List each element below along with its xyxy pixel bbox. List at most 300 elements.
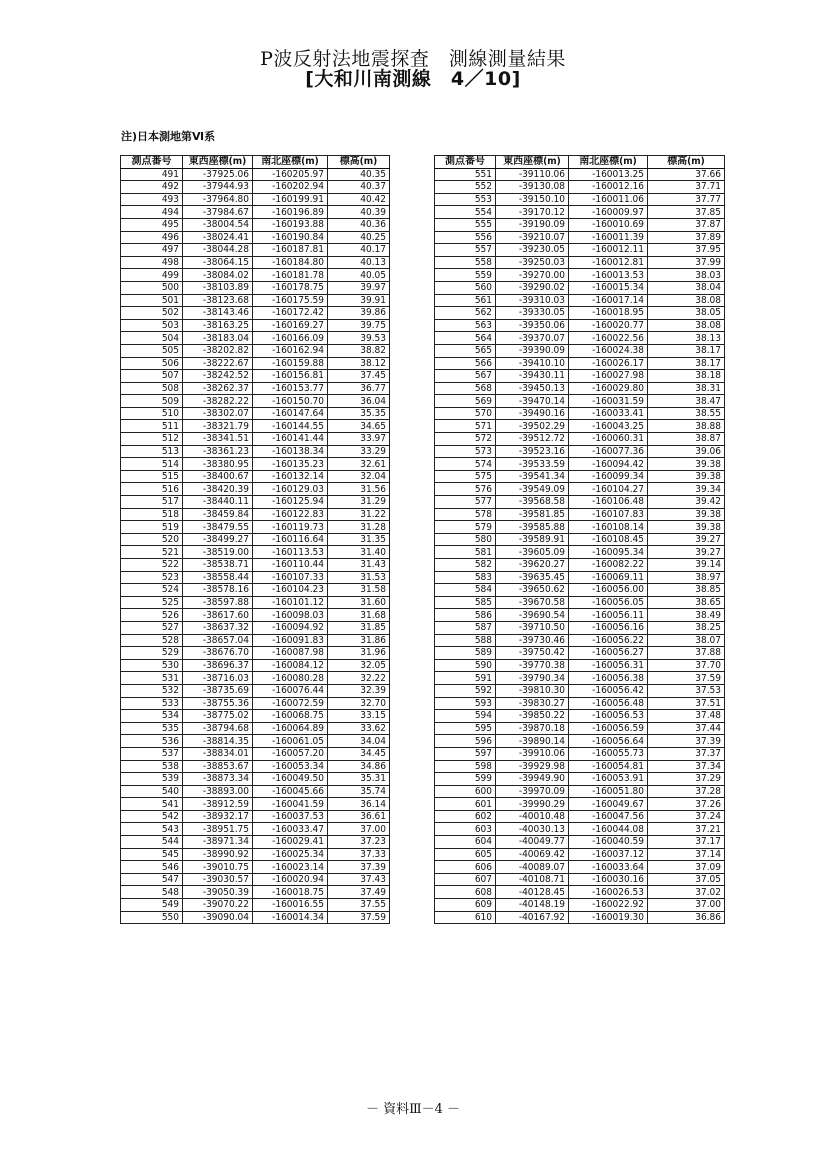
elevation-cell: 39.38	[648, 521, 725, 534]
table-row	[121, 206, 390, 219]
station-cell: 508	[121, 382, 183, 395]
station-cell: 557	[435, 244, 496, 257]
elevation-cell: 33.62	[328, 722, 390, 735]
easting-cell: -40148.19	[496, 899, 569, 912]
table-row	[435, 470, 725, 483]
northing-cell: -160056.48	[569, 697, 648, 710]
northing-cell: -160045.66	[253, 785, 328, 798]
table-row	[121, 357, 390, 370]
station-cell: 568	[435, 382, 496, 395]
column-header-station: 測点番号	[121, 156, 183, 169]
northing-cell: -160055.73	[569, 747, 648, 760]
table-row	[435, 873, 725, 886]
elevation-cell: 38.55	[648, 407, 725, 420]
northing-cell: -160019.30	[569, 911, 648, 924]
table-row	[435, 621, 725, 634]
elevation-cell: 37.49	[328, 886, 390, 899]
easting-cell: -38834.01	[183, 747, 253, 760]
table-row	[435, 609, 725, 622]
northing-cell: -160080.28	[253, 672, 328, 685]
station-cell: 513	[121, 445, 183, 458]
easting-cell: -37944.93	[183, 181, 253, 194]
easting-cell: -38990.92	[183, 848, 253, 861]
northing-cell: -160041.59	[253, 798, 328, 811]
station-cell: 594	[435, 710, 496, 723]
northing-cell: -160056.38	[569, 672, 648, 685]
northing-cell: -160094.42	[569, 458, 648, 471]
station-cell: 535	[121, 722, 183, 735]
easting-cell: -39130.08	[496, 181, 569, 194]
northing-cell: -160033.47	[253, 823, 328, 836]
elevation-cell: 37.89	[648, 231, 725, 244]
northing-cell: -160172.42	[253, 307, 328, 320]
table-header-row	[121, 156, 390, 169]
elevation-cell: 38.08	[648, 294, 725, 307]
station-cell: 585	[435, 596, 496, 609]
table-row	[121, 810, 390, 823]
station-cell: 610	[435, 911, 496, 924]
station-cell: 491	[121, 168, 183, 181]
table-row	[435, 559, 725, 572]
table-row	[121, 722, 390, 735]
northing-cell: -160056.53	[569, 710, 648, 723]
easting-cell: -37984.67	[183, 206, 253, 219]
easting-cell: -39250.03	[496, 256, 569, 269]
easting-cell: -38143.46	[183, 307, 253, 320]
northing-cell: -160119.73	[253, 521, 328, 534]
table-row	[121, 470, 390, 483]
station-cell: 540	[121, 785, 183, 798]
elevation-cell: 38.87	[648, 433, 725, 446]
easting-cell: -40128.45	[496, 886, 569, 899]
table-row	[121, 533, 390, 546]
northing-cell: -160122.83	[253, 508, 328, 521]
easting-cell: -39490.16	[496, 407, 569, 420]
table-row	[435, 508, 725, 521]
northing-cell: -160101.12	[253, 596, 328, 609]
elevation-cell: 37.87	[648, 218, 725, 231]
easting-cell: -38302.07	[183, 407, 253, 420]
elevation-cell: 32.61	[328, 458, 390, 471]
northing-cell: -160015.34	[569, 281, 648, 294]
northing-cell: -160024.38	[569, 344, 648, 357]
northing-cell: -160153.77	[253, 382, 328, 395]
elevation-cell: 38.47	[648, 395, 725, 408]
station-cell: 549	[121, 899, 183, 912]
table-row	[435, 521, 725, 534]
easting-cell: -40089.07	[496, 861, 569, 874]
northing-cell: -160023.14	[253, 861, 328, 874]
northing-cell: -160150.70	[253, 395, 328, 408]
table-row	[121, 407, 390, 420]
station-cell: 590	[435, 659, 496, 672]
northing-cell: -160068.75	[253, 710, 328, 723]
station-cell: 606	[435, 861, 496, 874]
table-row	[121, 496, 390, 509]
station-cell: 516	[121, 483, 183, 496]
easting-cell: -38519.00	[183, 546, 253, 559]
northing-cell: -160037.53	[253, 810, 328, 823]
station-cell: 593	[435, 697, 496, 710]
northing-cell: -160051.80	[569, 785, 648, 798]
station-cell: 522	[121, 559, 183, 572]
easting-cell: -39710.50	[496, 621, 569, 634]
table-row	[121, 458, 390, 471]
table-row	[435, 571, 725, 584]
easting-cell: -39990.29	[496, 798, 569, 811]
northing-cell: -160009.97	[569, 206, 648, 219]
northing-cell: -160084.12	[253, 659, 328, 672]
column-header-northing: 南北座標(m)	[569, 156, 648, 169]
elevation-cell: 37.70	[648, 659, 725, 672]
northing-cell: -160013.53	[569, 269, 648, 282]
station-cell: 524	[121, 584, 183, 597]
station-cell: 543	[121, 823, 183, 836]
table-row	[121, 873, 390, 886]
elevation-cell: 37.95	[648, 244, 725, 257]
elevation-cell: 37.88	[648, 647, 725, 660]
easting-cell: -40069.42	[496, 848, 569, 861]
easting-cell: -38735.69	[183, 684, 253, 697]
elevation-cell: 36.04	[328, 395, 390, 408]
table-row	[435, 697, 725, 710]
easting-cell: -39523.16	[496, 445, 569, 458]
station-cell: 570	[435, 407, 496, 420]
table-row	[121, 395, 390, 408]
elevation-cell: 39.27	[648, 546, 725, 559]
elevation-cell: 38.08	[648, 319, 725, 332]
table-row	[121, 382, 390, 395]
elevation-cell: 31.56	[328, 483, 390, 496]
northing-cell: -160184.80	[253, 256, 328, 269]
northing-cell: -160072.59	[253, 697, 328, 710]
table-row	[435, 319, 725, 332]
elevation-cell: 33.29	[328, 445, 390, 458]
station-cell: 602	[435, 810, 496, 823]
column-header-northing: 南北座標(m)	[253, 156, 328, 169]
station-cell: 574	[435, 458, 496, 471]
elevation-cell: 36.77	[328, 382, 390, 395]
easting-cell: -38222.67	[183, 357, 253, 370]
table-row	[435, 307, 725, 320]
table-row	[435, 810, 725, 823]
easting-cell: -39533.59	[496, 458, 569, 471]
easting-cell: -39090.04	[183, 911, 253, 924]
table-row	[435, 206, 725, 219]
northing-cell: -160054.81	[569, 760, 648, 773]
elevation-cell: 37.85	[648, 206, 725, 219]
easting-cell: -38321.79	[183, 420, 253, 433]
survey-table-left	[120, 155, 390, 924]
easting-cell: -39350.06	[496, 319, 569, 332]
easting-cell: -38853.67	[183, 760, 253, 773]
northing-cell: -160025.34	[253, 848, 328, 861]
easting-cell: -38794.68	[183, 722, 253, 735]
northing-cell: -160056.11	[569, 609, 648, 622]
easting-cell: -39850.22	[496, 710, 569, 723]
northing-cell: -160156.81	[253, 370, 328, 383]
station-cell: 575	[435, 470, 496, 483]
northing-cell: -160077.36	[569, 445, 648, 458]
station-cell: 605	[435, 848, 496, 861]
northing-cell: -160202.94	[253, 181, 328, 194]
station-cell: 510	[121, 407, 183, 420]
easting-cell: -39210.07	[496, 231, 569, 244]
elevation-cell: 38.17	[648, 357, 725, 370]
elevation-cell: 39.06	[648, 445, 725, 458]
table-row	[435, 659, 725, 672]
elevation-cell: 34.65	[328, 420, 390, 433]
column-header-easting: 東西座標(m)	[496, 156, 569, 169]
elevation-cell: 37.39	[328, 861, 390, 874]
elevation-cell: 37.00	[648, 899, 725, 912]
station-cell: 595	[435, 722, 496, 735]
table-row	[121, 559, 390, 572]
northing-cell: -160116.64	[253, 533, 328, 546]
station-cell: 554	[435, 206, 496, 219]
table-row	[121, 193, 390, 206]
easting-cell: -39585.88	[496, 521, 569, 534]
table-row	[435, 634, 725, 647]
northing-cell: -160076.44	[253, 684, 328, 697]
northing-cell: -160108.14	[569, 521, 648, 534]
northing-cell: -160037.12	[569, 848, 648, 861]
table-row	[121, 886, 390, 899]
northing-cell: -160104.23	[253, 584, 328, 597]
station-cell: 587	[435, 621, 496, 634]
northing-cell: -160125.94	[253, 496, 328, 509]
easting-cell: -39010.75	[183, 861, 253, 874]
northing-cell: -160027.98	[569, 370, 648, 383]
table-row	[121, 256, 390, 269]
northing-cell: -160135.23	[253, 458, 328, 471]
easting-cell: -38440.11	[183, 496, 253, 509]
station-cell: 601	[435, 798, 496, 811]
elevation-cell: 37.53	[648, 684, 725, 697]
station-cell: 500	[121, 281, 183, 294]
northing-cell: -160020.77	[569, 319, 648, 332]
elevation-cell: 40.25	[328, 231, 390, 244]
elevation-cell: 37.51	[648, 697, 725, 710]
station-cell: 558	[435, 256, 496, 269]
northing-cell: -160018.75	[253, 886, 328, 899]
easting-cell: -38044.28	[183, 244, 253, 257]
northing-cell: -160159.88	[253, 357, 328, 370]
elevation-cell: 37.24	[648, 810, 725, 823]
table-row	[121, 861, 390, 874]
table-row	[121, 269, 390, 282]
easting-cell: -38873.34	[183, 773, 253, 786]
station-cell: 566	[435, 357, 496, 370]
table-row	[121, 735, 390, 748]
easting-cell: -39549.09	[496, 483, 569, 496]
easting-cell: -39650.62	[496, 584, 569, 597]
easting-cell: -39568.58	[496, 496, 569, 509]
table-row	[121, 684, 390, 697]
elevation-cell: 40.05	[328, 269, 390, 282]
station-cell: 537	[121, 747, 183, 760]
table-row	[121, 244, 390, 257]
station-cell: 592	[435, 684, 496, 697]
northing-cell: -160056.42	[569, 684, 648, 697]
station-cell: 582	[435, 559, 496, 572]
easting-cell: -39929.98	[496, 760, 569, 773]
easting-cell: -39620.27	[496, 559, 569, 572]
table-row	[435, 269, 725, 282]
northing-cell: -160012.11	[569, 244, 648, 257]
northing-cell: -160199.91	[253, 193, 328, 206]
easting-cell: -39949.90	[496, 773, 569, 786]
northing-cell: -160108.45	[569, 533, 648, 546]
table-row	[121, 848, 390, 861]
elevation-cell: 35.35	[328, 407, 390, 420]
easting-cell: -38163.25	[183, 319, 253, 332]
northing-cell: -160056.16	[569, 621, 648, 634]
northing-cell: -160205.97	[253, 168, 328, 181]
easting-cell: -39430.11	[496, 370, 569, 383]
table-row	[121, 710, 390, 723]
easting-cell: -38084.02	[183, 269, 253, 282]
station-cell: 534	[121, 710, 183, 723]
table-row	[435, 231, 725, 244]
elevation-cell: 38.88	[648, 420, 725, 433]
northing-cell: -160022.92	[569, 899, 648, 912]
easting-cell: -38499.27	[183, 533, 253, 546]
table-row	[121, 319, 390, 332]
easting-cell: -39370.07	[496, 332, 569, 345]
easting-cell: -39330.05	[496, 307, 569, 320]
easting-cell: -38479.55	[183, 521, 253, 534]
northing-cell: -160057.20	[253, 747, 328, 760]
elevation-cell: 39.38	[648, 458, 725, 471]
station-cell: 532	[121, 684, 183, 697]
northing-cell: -160014.34	[253, 911, 328, 924]
table-row	[435, 684, 725, 697]
station-cell: 556	[435, 231, 496, 244]
station-cell: 588	[435, 634, 496, 647]
elevation-cell: 37.05	[648, 873, 725, 886]
station-cell: 569	[435, 395, 496, 408]
station-cell: 547	[121, 873, 183, 886]
elevation-cell: 37.28	[648, 785, 725, 798]
northing-cell: -160053.91	[569, 773, 648, 786]
easting-cell: -38004.54	[183, 218, 253, 231]
station-cell: 515	[121, 470, 183, 483]
northing-cell: -160026.17	[569, 357, 648, 370]
elevation-cell: 31.40	[328, 546, 390, 559]
elevation-cell: 36.86	[648, 911, 725, 924]
northing-cell: -160166.09	[253, 332, 328, 345]
table-row	[121, 168, 390, 181]
northing-cell: -160029.41	[253, 836, 328, 849]
northing-cell: -160056.00	[569, 584, 648, 597]
elevation-cell: 40.36	[328, 218, 390, 231]
elevation-cell: 40.39	[328, 206, 390, 219]
northing-cell: -160113.53	[253, 546, 328, 559]
table-row	[435, 672, 725, 685]
column-header-elevation: 標高(m)	[328, 156, 390, 169]
northing-cell: -160064.89	[253, 722, 328, 735]
table-row	[435, 584, 725, 597]
station-cell: 609	[435, 899, 496, 912]
column-header-easting: 東西座標(m)	[183, 156, 253, 169]
easting-cell: -39670.58	[496, 596, 569, 609]
table-row	[121, 370, 390, 383]
easting-cell: -39541.34	[496, 470, 569, 483]
table-row	[435, 546, 725, 559]
station-cell: 581	[435, 546, 496, 559]
northing-cell: -160099.34	[569, 470, 648, 483]
table-row	[435, 433, 725, 446]
easting-cell: -38361.23	[183, 445, 253, 458]
easting-cell: -39790.34	[496, 672, 569, 685]
elevation-cell: 37.14	[648, 848, 725, 861]
table-row	[121, 596, 390, 609]
table-row	[121, 508, 390, 521]
elevation-cell: 37.55	[328, 899, 390, 912]
easting-cell: -38951.75	[183, 823, 253, 836]
station-cell: 507	[121, 370, 183, 383]
easting-cell: -40010.48	[496, 810, 569, 823]
elevation-cell: 38.05	[648, 307, 725, 320]
easting-cell: -38380.95	[183, 458, 253, 471]
northing-cell: -160107.33	[253, 571, 328, 584]
easting-cell: -40167.92	[496, 911, 569, 924]
table-row	[435, 836, 725, 849]
table-row	[121, 659, 390, 672]
elevation-cell: 31.22	[328, 508, 390, 521]
northing-cell: -160016.55	[253, 899, 328, 912]
northing-cell: -160107.83	[569, 508, 648, 521]
elevation-cell: 39.42	[648, 496, 725, 509]
easting-cell: -38775.02	[183, 710, 253, 723]
table-row	[435, 848, 725, 861]
elevation-cell: 36.61	[328, 810, 390, 823]
station-cell: 521	[121, 546, 183, 559]
table-row	[121, 899, 390, 912]
station-cell: 541	[121, 798, 183, 811]
easting-cell: -38202.82	[183, 344, 253, 357]
station-cell: 560	[435, 281, 496, 294]
table-row	[121, 307, 390, 320]
elevation-cell: 34.04	[328, 735, 390, 748]
easting-cell: -38420.39	[183, 483, 253, 496]
table-row	[435, 596, 725, 609]
northing-cell: -160013.25	[569, 168, 648, 181]
table-row	[121, 181, 390, 194]
table-row	[435, 181, 725, 194]
station-cell: 586	[435, 609, 496, 622]
elevation-cell: 31.43	[328, 559, 390, 572]
elevation-cell: 39.53	[328, 332, 390, 345]
easting-cell: -39589.91	[496, 533, 569, 546]
station-cell: 596	[435, 735, 496, 748]
northing-cell: -160129.03	[253, 483, 328, 496]
northing-cell: -160110.44	[253, 559, 328, 572]
elevation-cell: 38.25	[648, 621, 725, 634]
northing-cell: -160178.75	[253, 281, 328, 294]
table-row	[121, 697, 390, 710]
station-cell: 528	[121, 634, 183, 647]
easting-cell: -39870.18	[496, 722, 569, 735]
table-row	[435, 218, 725, 231]
northing-cell: -160049.50	[253, 773, 328, 786]
elevation-cell: 39.75	[328, 319, 390, 332]
northing-cell: -160056.05	[569, 596, 648, 609]
northing-cell: -160061.05	[253, 735, 328, 748]
station-cell: 526	[121, 609, 183, 622]
station-cell: 546	[121, 861, 183, 874]
